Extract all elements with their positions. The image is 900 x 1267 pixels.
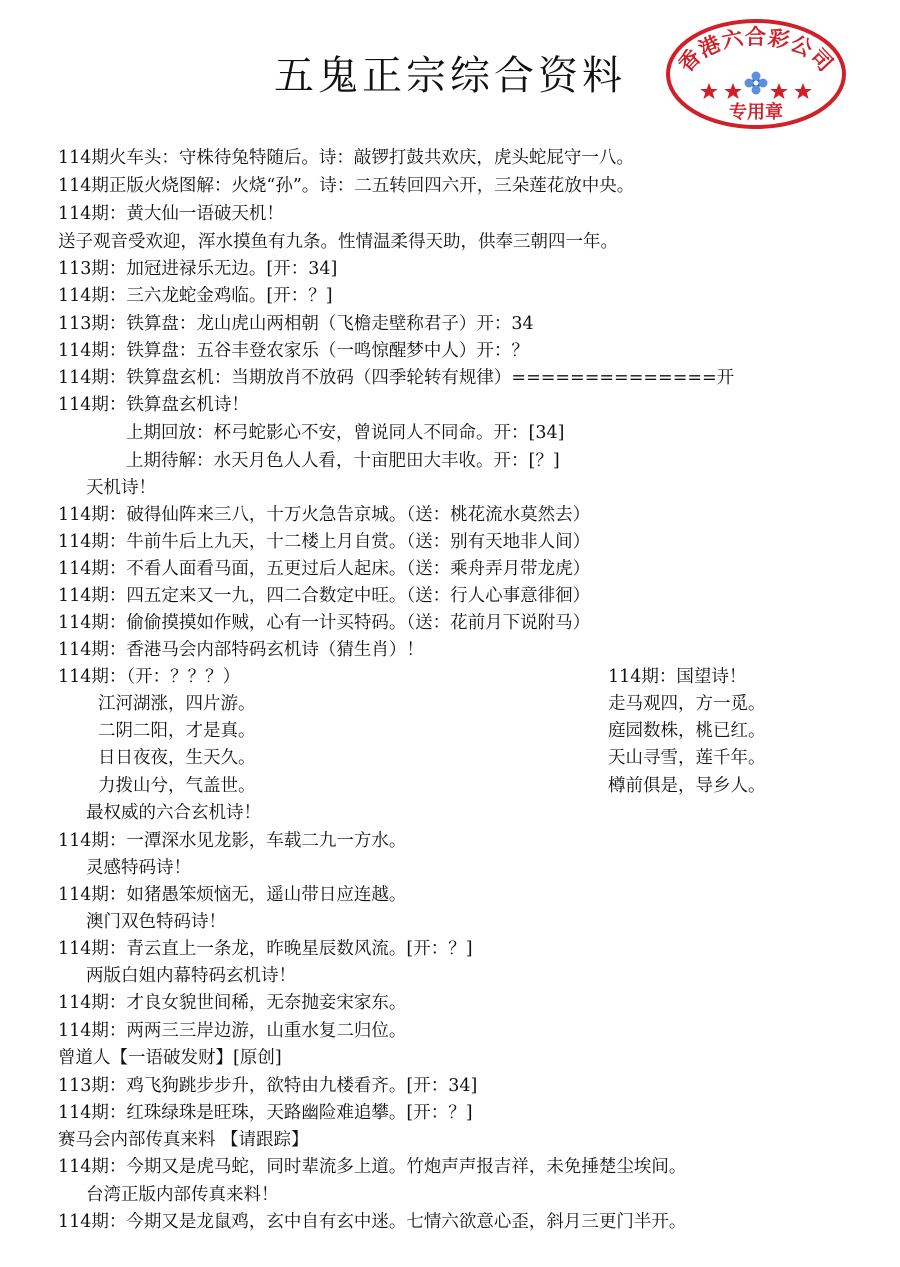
text-line: 114期火车头：守株待兔特随后。诗：敲锣打鼓共欢庆，虎头蛇屁守一八。 [58,148,634,168]
text-line: 114期：铁算盘：五谷丰登农家乐（一鸣惊醒梦中人）开：？ [58,341,529,361]
company-seal [663,17,849,131]
text-line: 114期：牛前牛后上九天，十二楼上月自赏。（送：别有天地非人间） [58,532,591,552]
section-heading: 最权威的六合玄机诗！ [86,803,261,823]
text-line: 上期待解：水天月色人人看，十亩肥田大丰收。开：[？] [126,451,560,471]
text-line: 上期回放：杯弓蛇影心不安，曾说同人不同命。开：[34] [126,423,565,443]
text-line: 114期：香港马会内部特码玄机诗（猜生肖）！ [58,640,424,660]
text-line: 114期：红珠绿珠是旺珠，天路幽险难追攀。[开：？] [58,1103,473,1123]
text-line: 114期：如猪愚笨烦恼无，遥山带日应连越。 [58,885,407,905]
text-line: 114期：（开：？？？） [58,667,241,687]
text-line: 114期：青云直上一条龙，昨晚星辰数风流。[开：？] [58,939,473,959]
right-poem-line: 天山寻雪，莲千年。 [608,748,766,768]
text-line: 113期：铁算盘：龙山虎山两相朝（飞檐走壁称君子）开：34 [58,314,534,334]
right-poem-line: 走马观四，方一觅。 [608,694,766,714]
text-line: 114期：才良女貌世间稀，无奈抛妾宋家东。 [58,993,407,1013]
text-line: 114期：偷偷摸摸如作贼，心有一计买特码。（送：花前月下说附马） [58,613,591,633]
text-line: 送子观音受欢迎，浑水摸鱼有九条。性情温柔得天助，供奉三朝四一年。 [58,232,618,252]
text-line: 114期：不看人面看马面，五更过后人起床。（送：乘舟弄月带龙虎） [58,559,591,579]
text-line: 114期：铁算盘玄机：当期放肖不放码（四季轮转有规律）==============开 [58,368,735,388]
page-title: 五鬼正宗综合资料 [274,53,626,99]
right-poem-title: 114期：国望诗！ [608,667,747,687]
text-line: 114期：铁算盘玄机诗！ [58,395,249,415]
text-line: 114期：破得仙阵来三八，十万火急告京城。（送：桃花流水莫然去） [58,505,591,525]
section-heading: 台湾正版内部传真来料！ [86,1185,279,1205]
poem-line: 江河湖涨，四片游。 [98,694,256,714]
text-line: 114期：四五定来又一九，四二合数定中旺。（送：行人心事意徘徊） [58,586,591,606]
seal-bottom-text: 专用章 [729,102,783,123]
text-line: 114期：黄大仙一语破天机！ [58,204,284,224]
seal-top-text: 香港六合彩公司 [673,25,839,77]
section-heading: 澳门双色特码诗！ [86,912,226,932]
text-line: 114期：三六龙蛇金鸡临。[开：？] [58,286,333,306]
section-heading: 两版白姐内幕特码玄机诗！ [86,966,296,986]
text-line: 114期：两两三三岸边游，山重水复二归位。 [58,1021,407,1041]
text-line: 113期：鸡飞狗跳步步升，欲特由九楼看齐。[开：34] [58,1076,478,1096]
right-poem-line: 樽前俱是，导乡人。 [608,776,766,796]
poem-line: 二阴二阳，才是真。 [98,721,256,741]
right-poem-line: 庭园数株，桃已红。 [608,721,766,741]
text-line: 114期：今期又是龙鼠鸡，玄中自有玄中迷。七情六欲意心歪，斜月三更门半开。 [58,1212,687,1232]
poem-line: 日日夜夜，生天久。 [98,748,256,768]
poem-line: 力拨山兮，气盖世。 [98,776,256,796]
text-line: 曾道人【一语破发财】[原创] [58,1048,282,1068]
flower-icon [745,72,768,95]
text-line: 114期正版火烧图解：火烧“孙”。诗：二五转回四六开，三朵莲花放中央。 [58,176,635,196]
text-line: 114期：今期又是虎马蛇，同时辈流多上道。竹炮声声报吉祥，未免捶楚尘埃间。 [58,1157,687,1177]
section-heading: 天机诗！ [86,478,156,498]
text-line: 114期：一潭深水见龙影，车载二九一方水。 [58,831,407,851]
text-line: 113期：加冠进禄乐无边。[开：34] [58,259,338,279]
section-heading: 灵感特码诗！ [86,858,191,878]
section-heading: 赛马会内部传真来料 【请跟踪】 [58,1130,309,1150]
